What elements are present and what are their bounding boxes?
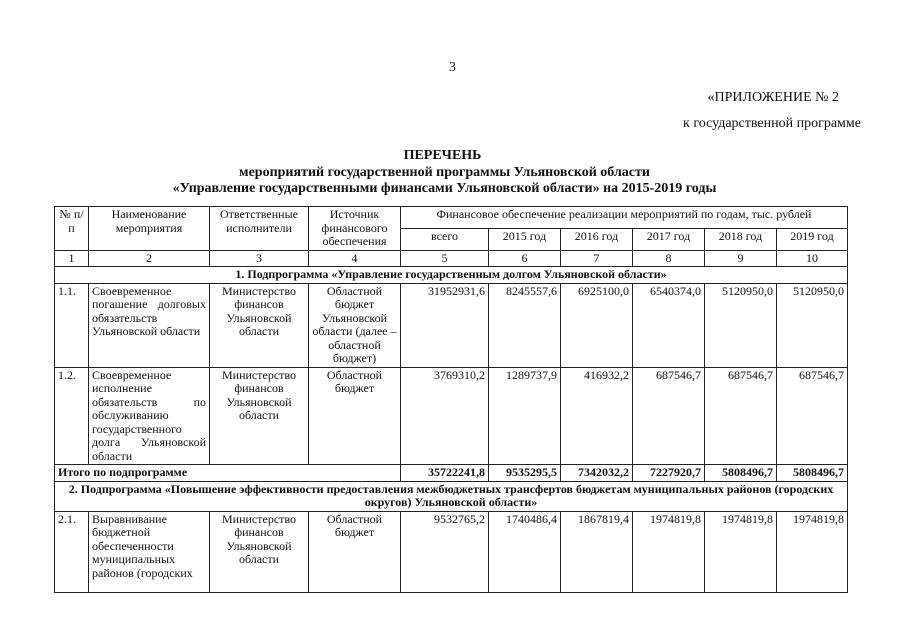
total-2019: 5808496,7 — [777, 465, 848, 482]
column-number: 7 — [561, 250, 633, 267]
subprogram-1-row — [55, 267, 848, 284]
row-2019: 1974819,8 — [777, 511, 848, 592]
row-total: 31952931,6 — [401, 283, 489, 367]
row-source: Областной бюджет — [309, 367, 401, 465]
row-num: 1.1. — [55, 283, 89, 367]
row-executor: Министерство финансов Ульяновской области — [210, 367, 309, 465]
header-row — [55, 207, 848, 229]
row-source: Областной бюджет — [309, 511, 401, 592]
column-number: 3 — [210, 250, 309, 267]
total-2016: 7342032,2 — [561, 465, 633, 482]
row-2017: 6540374,0 — [633, 283, 705, 367]
column-number: 8 — [633, 250, 705, 267]
row-2016: 416932,2 — [561, 367, 633, 465]
row-num: 2.1. — [55, 511, 89, 592]
row-2015: 1289737,9 — [489, 367, 561, 465]
table-row — [55, 283, 848, 367]
table-row — [55, 511, 848, 592]
column-number: 1 — [55, 250, 89, 267]
measures-table — [54, 206, 848, 593]
column-number: 2 — [89, 250, 210, 267]
column-number-row — [55, 250, 848, 267]
row-name: Выравнивание бюджетной обеспеченности муниципальных районов (городских — [89, 511, 210, 592]
row-name: Своевременное погашение долговых обязательств Ульяновской области — [89, 283, 210, 367]
header-2015: 2015 год — [489, 228, 561, 250]
header-num: № п/п — [55, 207, 89, 251]
row-2019: 687546,7 — [777, 367, 848, 465]
header-2018: 2018 год — [705, 228, 777, 250]
row-num: 1.2. — [55, 367, 89, 465]
row-executor: Министерство финансов Ульяновской области — [210, 511, 309, 592]
row-2018: 1974819,8 — [705, 511, 777, 592]
column-number: 5 — [401, 250, 489, 267]
row-2015: 8245557,6 — [489, 283, 561, 367]
total-2017: 7227920,7 — [633, 465, 705, 482]
page-number: 3 — [449, 60, 456, 75]
total-label: Итого по подпрограмме — [55, 465, 401, 482]
title-line-2: мероприятий государственной программы Ульяновской области — [239, 164, 650, 180]
row-source: Областной бюджет Ульяновской области (далее – областной бюджет) — [309, 283, 401, 367]
row-name: Своевременное исполнение обязательств по обслуживанию государственного долга Ульяновской области — [89, 367, 210, 465]
total-2018: 5808496,7 — [705, 465, 777, 482]
header-executors: Ответственные исполнители — [210, 207, 309, 251]
row-total: 9532765,2 — [401, 511, 489, 592]
subprogram-1-total-row — [55, 465, 848, 482]
subprogram-2-title: 2. Подпрограмма «Повышение эффективности предоставления межбюджетных трансфертов бюджетам муниципальных районов (городских округов) Ульяновской области» — [55, 481, 848, 511]
title-line-3: «Управление государственными финансами Ульяновской области» на 2015-2019 годы — [172, 181, 717, 196]
total-2015: 9535295,5 — [489, 465, 561, 482]
table-row — [55, 367, 848, 465]
appendix-program-ref: к государственной программе — [683, 116, 861, 131]
row-2017: 1974819,8 — [633, 511, 705, 592]
document-title — [0, 148, 905, 198]
row-2019: 5120950,0 — [777, 283, 848, 367]
title-line-1: ПЕРЕЧЕНЬ — [403, 148, 482, 163]
row-2018: 687546,7 — [705, 367, 777, 465]
header-2017: 2017 год — [633, 228, 705, 250]
column-number: 10 — [777, 250, 848, 267]
header-source: Источник финансового обеспечения — [309, 207, 401, 251]
row-2018: 5120950,0 — [705, 283, 777, 367]
total-all: 35722241,8 — [401, 465, 489, 482]
header-2016: 2016 год — [561, 228, 633, 250]
column-number: 9 — [705, 250, 777, 267]
subprogram-2-row — [55, 481, 848, 511]
row-2015: 1740486,4 — [489, 511, 561, 592]
header-2019: 2019 год — [777, 228, 848, 250]
row-executor: Министерство финансов Ульяновской области — [210, 283, 309, 367]
column-number: 6 — [489, 250, 561, 267]
header-financing: Финансовое обеспечение реализации мероприятий по годам, тыс. рублей — [401, 207, 848, 229]
row-2016: 1867819,4 — [561, 511, 633, 592]
row-total: 3769310,2 — [401, 367, 489, 465]
subprogram-1-title: 1. Подпрограмма «Управление государственным долгом Ульяновской области» — [55, 267, 848, 284]
appendix-label: «ПРИЛОЖЕНИЕ № 2 — [707, 90, 839, 105]
row-2016: 6925100,0 — [561, 283, 633, 367]
header-total: всего — [401, 228, 489, 250]
header-name: Наименование мероприятия — [89, 207, 210, 251]
column-number: 4 — [309, 250, 401, 267]
row-2017: 687546,7 — [633, 367, 705, 465]
